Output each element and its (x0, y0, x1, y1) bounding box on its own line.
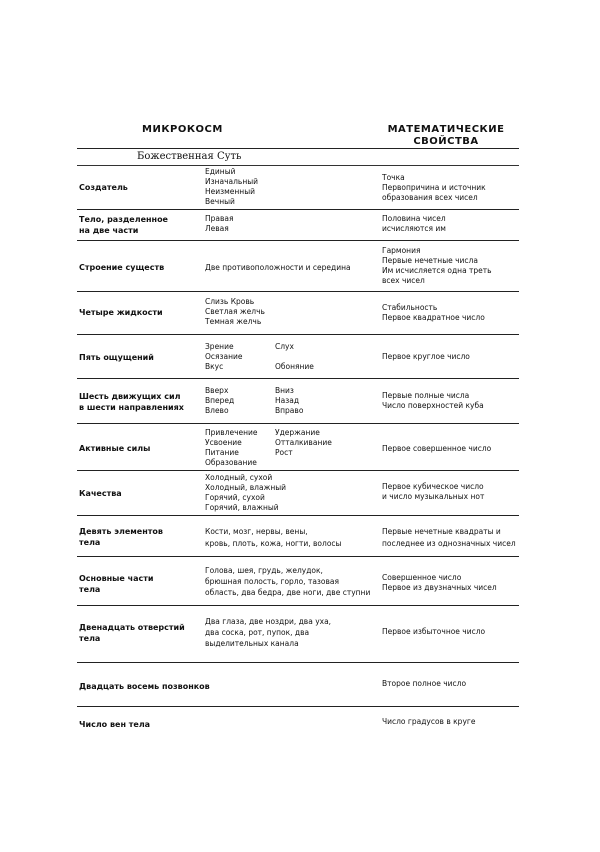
mid-text: Слух (275, 342, 294, 351)
row-label-text: Основные части (79, 574, 154, 583)
row-divider (77, 291, 519, 292)
mid-text: Вниз (275, 386, 294, 395)
row-label-twelve-openings (79, 622, 185, 644)
right-column-title (386, 124, 506, 148)
mid-col-left (205, 428, 275, 468)
row-divider (77, 470, 519, 471)
row-label-text: тела (79, 585, 101, 594)
mid-text: два соска, рот, пупок, два (205, 628, 310, 637)
row-label-text: Шесть движущих сил (79, 392, 181, 401)
row-label-qualities (79, 488, 122, 499)
mid-text: Зрение (205, 342, 234, 351)
mid-text: выделительных канала (205, 639, 299, 648)
right-text: последнее из однозначных чисел (382, 539, 516, 548)
row-divider (77, 706, 519, 707)
row-mid-five-senses (205, 342, 365, 372)
row-label-text: Четыре жидкости (79, 308, 163, 317)
row-right-structure (382, 246, 492, 286)
row-label-text: Активные силы (79, 444, 151, 453)
mid-text: Образование (205, 458, 257, 467)
left-column-title: МИКРОКОСМ (142, 124, 223, 135)
row-divider (77, 378, 519, 379)
row-label-text: на две части (79, 226, 139, 235)
row-label-text: Девять элементов (79, 527, 163, 536)
row-mid-body-halves (205, 214, 234, 234)
mid-col-right (275, 342, 365, 372)
right-text: всех чисел (382, 276, 425, 285)
row-label-text: Тело, разделенное (79, 215, 168, 224)
right-text: Первое совершенное число (382, 444, 492, 453)
row-right-six-forces (382, 391, 484, 411)
row-right-main-body-parts (382, 573, 497, 593)
row-right-veins (382, 717, 475, 727)
mid-text: Кости, мозг, нервы, вены, (205, 527, 308, 536)
row-label-text: Строение существ (79, 263, 165, 272)
mid-text: Правая (205, 214, 234, 223)
mid-text: Светлая желчь (205, 307, 265, 316)
mid-text: Два глаза, две ноздри, два уха, (205, 617, 332, 626)
row-label-text: Число вен тела (79, 720, 151, 729)
row-right-creator (382, 173, 486, 203)
row-label-nine-elements (79, 526, 163, 548)
right-text: исчисляются им (382, 224, 446, 233)
mid-text: Две противоположности и середина (205, 263, 351, 272)
right-text: Первое кубическое число (382, 482, 484, 491)
mid-text: Голова, шея, грудь, желудок, (205, 566, 323, 575)
row-divider (77, 515, 519, 516)
right-text: Первое квадратное число (382, 313, 485, 322)
right-title-line1: МАТЕМАТИЧЕСКИЕ (387, 124, 505, 135)
row-label-main-body-parts (79, 573, 153, 595)
row-divider (77, 662, 519, 663)
row-divider (77, 240, 519, 241)
row-mid-qualities (205, 473, 286, 513)
mid-text: Неизменный (205, 187, 255, 196)
right-text: Половина чисел (382, 214, 446, 223)
spacer (275, 352, 365, 362)
right-text: Первое круглое число (382, 352, 470, 361)
mid-text: Отталкивание (275, 438, 332, 447)
row-right-qualities (382, 482, 484, 502)
row-label-veins (79, 719, 150, 730)
row-right-four-humors (382, 303, 485, 323)
row-label-text: Двадцать восемь позвонков (79, 682, 210, 691)
row-label-text: Двенадцать отверстий (79, 623, 185, 632)
row-right-twelve-openings (382, 627, 485, 637)
row-label-six-forces (79, 391, 184, 413)
row-label-active-forces (79, 443, 150, 454)
mid-text: Вперед (205, 396, 235, 405)
row-label-text: Качества (79, 489, 122, 498)
mid-text: Вкус (205, 362, 224, 371)
mid-text: Питание (205, 448, 239, 457)
row-label-text: Пять ощущений (79, 353, 154, 362)
subtitle: Божественная Суть (137, 151, 242, 162)
mid-text: Усвоение (205, 438, 242, 447)
mid-text: Назад (275, 396, 300, 405)
row-mid-creator (205, 167, 258, 207)
mid-text: Единый (205, 167, 236, 176)
right-text: образования всех чисел (382, 193, 478, 202)
row-label-five-senses (79, 352, 154, 363)
right-text: Число поверхностей куба (382, 401, 484, 410)
right-text: Первое избыточное число (382, 627, 486, 636)
row-right-five-senses (382, 352, 470, 362)
row-divider (77, 423, 519, 424)
mid-text: Привлечение (205, 428, 258, 437)
right-text: Им исчисляется одна треть (382, 266, 492, 275)
mid-text: Рост (275, 448, 293, 457)
row-label-text: Создатель (79, 183, 128, 192)
row-mid-four-humors (205, 297, 265, 327)
mid-col-left (205, 386, 275, 416)
row-right-body-halves (382, 214, 446, 234)
row-right-vertebrae (382, 679, 466, 689)
right-text: Первое из двузначных чисел (382, 583, 497, 592)
right-text: Первые нечетные числа (382, 256, 478, 265)
mid-text: Обоняние (275, 362, 314, 371)
mid-col-left (205, 342, 275, 372)
row-label-creator (79, 182, 128, 193)
row-right-active-forces (382, 444, 491, 454)
right-text: Число градусов в круге (382, 717, 476, 726)
mid-text: брюшная полость, горло, тазовая (205, 577, 340, 586)
mid-text: Вверх (205, 386, 229, 395)
row-divider (77, 334, 519, 335)
mid-text: Изначальный (205, 177, 259, 186)
row-label-text: в шести направлениях (79, 403, 184, 412)
mid-text: Горячий, влажный (205, 503, 279, 512)
row-label-text: тела (79, 634, 101, 643)
mid-text: область, два бедра, две ноги, две ступни (205, 588, 371, 597)
mid-text: Вправо (275, 406, 304, 415)
mid-text: Холодный, влажный (205, 483, 287, 492)
right-text: Первые нечетные квадраты и (382, 527, 501, 536)
mid-col-right (275, 428, 365, 468)
row-label-body-halves (79, 214, 168, 236)
row-label-vertebrae (79, 681, 210, 692)
mid-col-right (275, 386, 365, 416)
row-mid-structure (205, 263, 351, 273)
row-divider (77, 605, 519, 606)
row-mid-active-forces (205, 428, 365, 468)
mid-text: Вечный (205, 197, 235, 206)
right-text: Гармония (382, 246, 421, 255)
mid-text: Влево (205, 406, 229, 415)
mid-text: Осязание (205, 352, 243, 361)
mid-text: Темная желчь (205, 317, 262, 326)
row-mid-nine-elements (205, 526, 341, 550)
row-mid-six-forces (205, 386, 365, 416)
row-label-text: тела (79, 538, 101, 547)
mid-text: Левая (205, 224, 229, 233)
header-rule (77, 148, 519, 149)
right-text: Второе полное число (382, 679, 467, 688)
right-text: Стабильность (382, 303, 438, 312)
mid-text: кровь, плоть, кожа, ногти, волосы (205, 539, 342, 548)
row-mid-main-body-parts (205, 565, 370, 598)
row-divider (77, 209, 519, 210)
right-text: Первые полные числа (382, 391, 470, 400)
right-text: Первопричина и источник (382, 183, 486, 192)
row-divider (77, 556, 519, 557)
right-text: Совершенное число (382, 573, 462, 582)
row-label-four-humors (79, 307, 163, 318)
mid-text: Горячий, сухой (205, 493, 265, 502)
row-right-nine-elements (382, 526, 516, 550)
row-mid-twelve-openings (205, 616, 331, 649)
row-label-structure (79, 262, 164, 273)
right-text: Точка (382, 173, 405, 182)
mid-text: Удержание (275, 428, 320, 437)
right-text: и число музыкальных нот (382, 492, 485, 501)
mid-text: Слизь Кровь (205, 297, 255, 306)
right-title-line2: СВОЙСТВА (413, 136, 479, 147)
mid-text: Холодный, сухой (205, 473, 273, 482)
subtitle-rule (77, 165, 519, 166)
